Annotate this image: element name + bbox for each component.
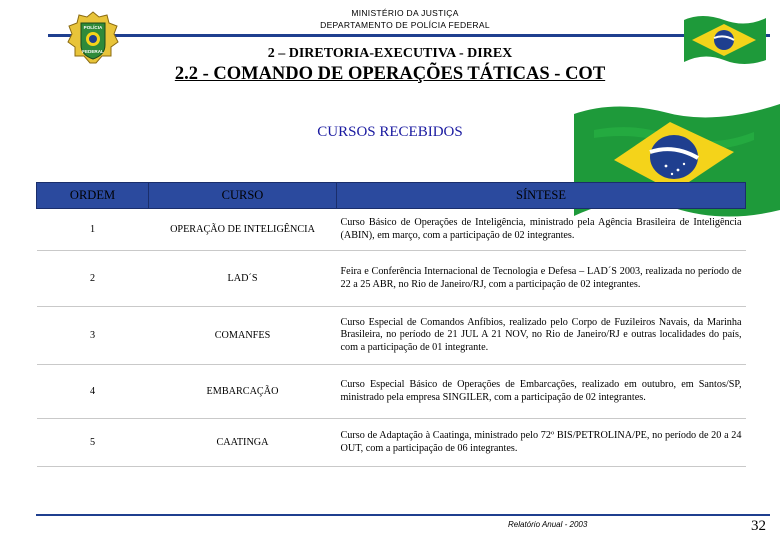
table-row	[37, 307, 746, 365]
table-row	[37, 209, 746, 251]
department-name: DEPARTAMENTO DE POLÍCIA FEDERAL	[320, 20, 490, 30]
row-order: 3	[37, 307, 149, 365]
row-order: 1	[37, 209, 149, 251]
table-row	[37, 365, 746, 419]
row-order: 2	[37, 251, 149, 307]
row-course: LAD´S	[149, 251, 337, 307]
badge-text-bottom: FEDERAL	[82, 49, 104, 54]
header-synthesis: SÍNTESE	[337, 183, 746, 209]
table-header-row	[37, 183, 746, 209]
row-course: COMANFES	[149, 307, 337, 365]
row-synthesis: Curso Especial Básico de Operações de Embarcações, realizado em outubro, em Santos/SP, ministrado pela empresa SINGILER, com a participação de 02 integrantes.	[337, 365, 746, 419]
courses-table	[36, 182, 746, 467]
row-synthesis: Curso Básico de Operações de Inteligência, ministrado pela Agência Brasileira de Inteligência (ABIN), em março, com a participação de 02 integrantes.	[337, 209, 746, 251]
page-number: 32	[751, 518, 766, 534]
badge-text-top: POLÍCIA	[83, 25, 103, 30]
page-title: 2.2 - COMANDO DE OPERAÇÕES TÁTICAS - COT	[174, 64, 606, 84]
section-title: CURSOS RECEBIDOS	[317, 124, 463, 140]
ministry-name: MINISTÉRIO DA JUSTIÇA	[351, 8, 459, 18]
row-course: OPERAÇÃO DE INTELIGÊNCIA	[149, 209, 337, 251]
row-synthesis: Curso Especial de Comandos Anfíbios, realizado pelo Corpo de Fuzileiros Navais, da Marinha Brasileira, no período de 21 JUL A 21 NOV, no Rio de Janeiro/RJ e outras localidades do país, com a participação de 01 integrante.	[337, 307, 746, 365]
row-synthesis: Feira e Conferência Internacional de Tecnologia e Defesa – LAD´S 2003, realizada no período de 22 a 25 ABR, no Rio de Janeiro/RJ, com a participação de 02 integrantes.	[337, 251, 746, 307]
header-order: ORDEM	[37, 183, 149, 209]
footer-report-label: Relatório Anual - 2003	[508, 520, 588, 529]
row-course: EMBARCAÇÃO	[149, 365, 337, 419]
footer-rule	[36, 514, 770, 516]
row-order: 5	[37, 419, 149, 467]
table-row	[37, 251, 746, 307]
directorate-subtitle: 2 – DIRETORIA-EXECUTIVA - DIREX	[267, 46, 513, 61]
header-course: CURSO	[149, 183, 337, 209]
header-rule	[48, 34, 770, 37]
row-order: 4	[37, 365, 149, 419]
table-row	[37, 419, 746, 467]
row-course: CAATINGA	[149, 419, 337, 467]
row-synthesis: Curso de Adaptação à Caatinga, ministrado pelo 72º BIS/PETROLINA/PE, no período de 20 a 24 OUT, com a participação de 06 integrantes.	[337, 419, 746, 467]
